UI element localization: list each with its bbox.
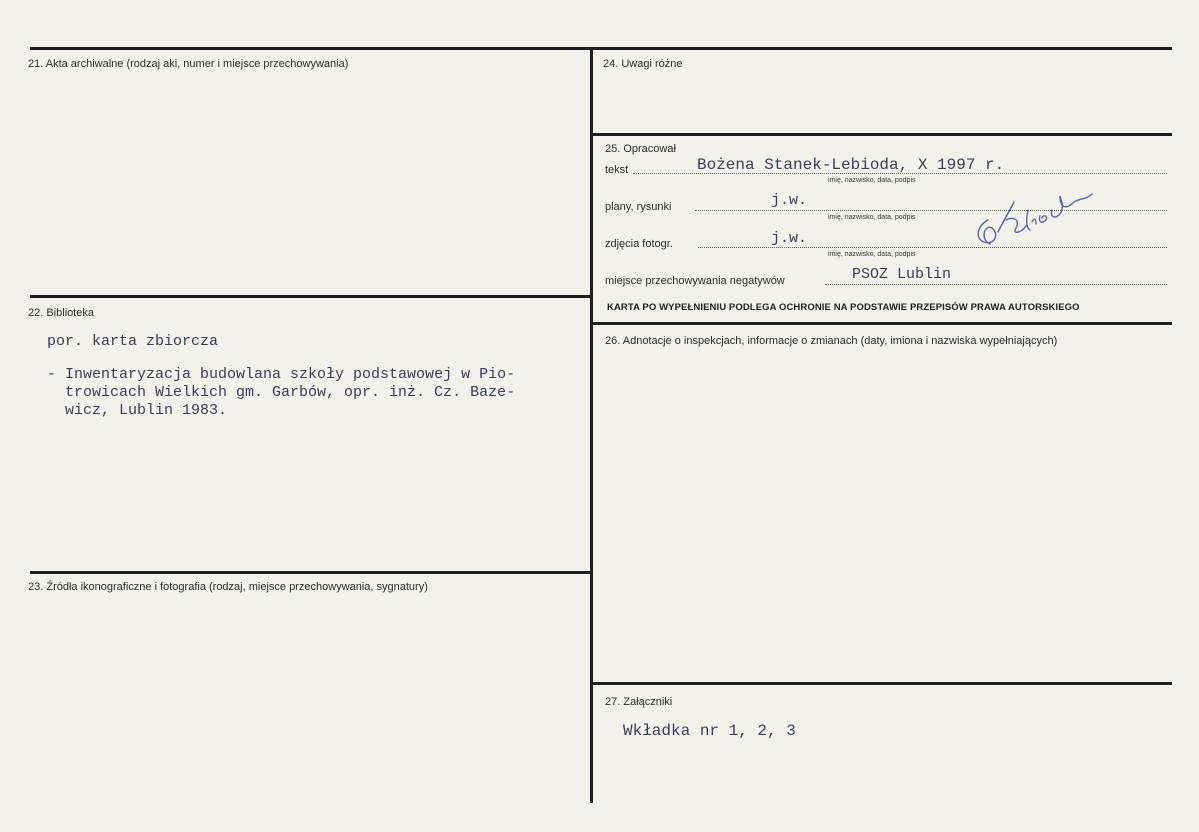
section-27-label: 27. Załączniki — [605, 696, 673, 708]
copyright-notice: KARTA PO WYPEŁNIENIU PODLEGA OCHRONIE NA PODSTAWIE PRZEPISÓW PRAWA AUTORSKIEGO — [607, 302, 1080, 313]
library-item-line-1: - Inwentaryzacja budowlana szkoły podstawowej w Pio- — [47, 366, 516, 383]
tekst-label: tekst — [605, 164, 629, 176]
rule-25-26 — [592, 322, 1172, 325]
section-25-label: 25. Opracował — [605, 143, 676, 155]
plany-caption: imię, nazwisko, data, podpis — [828, 214, 916, 221]
library-item-line-3: wicz, Lublin 1983. — [65, 402, 228, 419]
center-divider — [590, 47, 593, 803]
section-24-label: 24. Uwagi różne — [603, 58, 683, 70]
section-21-label: 21. Akta archiwalne (rodzaj aki, numer i miejsce przechowywania) — [28, 58, 349, 70]
miejsce-dotted-line — [825, 284, 1167, 285]
tekst-value: Bożena Stanek-Lebioda, X 1997 r. — [697, 156, 1005, 174]
zdjecia-value: j.w. — [771, 230, 808, 247]
section-23-label: 23. Źródła ikonograficzne i fotografia (rodzaj, miejsce przechowywania, sygnatury) — [28, 581, 428, 593]
tekst-caption: imię, nazwisko, data, podpis — [828, 177, 916, 184]
rule-26-27 — [592, 682, 1172, 685]
rule-24-25 — [592, 133, 1172, 136]
section-22-label: 22. Biblioteka — [28, 307, 95, 319]
zdjecia-label: zdjęcia fotogr. — [605, 238, 673, 250]
attachments-value: Wkładka nr 1, 2, 3 — [623, 722, 796, 740]
top-rule — [30, 47, 1172, 50]
handwritten-signature — [970, 180, 1100, 250]
plany-value: j.w. — [771, 192, 808, 209]
plany-label: plany, rysunki — [605, 201, 672, 213]
rule-21-22 — [30, 295, 592, 298]
rule-22-23 — [30, 571, 592, 574]
zdjecia-caption: imię, nazwisko, data, podpis — [828, 251, 916, 258]
miejsce-label: miejsce przechowywania negatywów — [605, 275, 785, 287]
miejsce-value: PSOZ Lublin — [852, 266, 952, 283]
section-26-label: 26. Adnotacje o inspekcjach, informacje o zmianach (daty, imiona i nazwiska wypełniających) — [605, 335, 1058, 347]
library-reference: por. karta zbiorcza — [47, 333, 219, 350]
library-item-line-2: trowicach Wielkich gm. Garbów, opr. inż. Cz. Baze- — [65, 384, 516, 401]
